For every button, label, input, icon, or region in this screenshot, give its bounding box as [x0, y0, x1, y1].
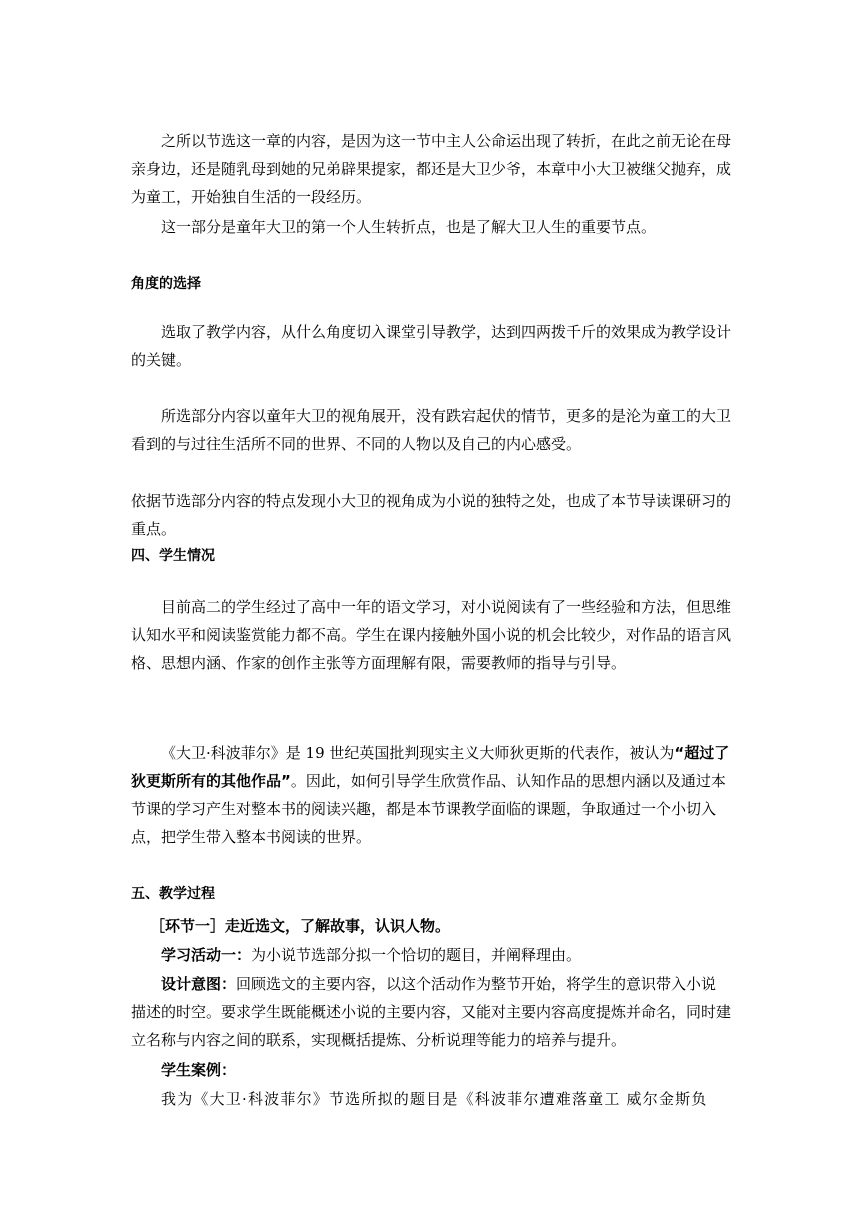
student-case-text: 我为《大卫·科波菲尔》节选所拟的题目是《科波菲尔遭难落童工 威尔金斯负: [161, 1090, 708, 1108]
step-one-title: ［环节一］走近选文，了解故事，认识人物。: [150, 917, 451, 935]
paragraph-focus: 依据节选部分内容的特点发现小大卫的视角成为小说的独特之处，也成了本节导读课研习的重点。: [131, 492, 732, 538]
activity-one: [131, 941, 731, 969]
heading-student-situation: 四、学生情况: [131, 548, 215, 564]
activity-one-text: 为小说节选部分拟一个恰切的题目，并阐释理由。: [251, 946, 582, 964]
activity-one-label: 学习活动一：: [161, 946, 252, 964]
novel-intro-rest: 。因此，如何引导学生欣赏作品、认知作品的思想内涵以及通过本节课的学习产生对整本书的阅读兴趣，都是本节课教学面临的课题，争取通过一个小切入点，把学生带入整本书阅读的世界。: [131, 772, 726, 846]
design-intent: [131, 970, 731, 1054]
novel-quote: “超过了狄更斯所有的其他作品”: [131, 744, 730, 790]
design-intent-text: 回顾选文的主要内容，以这个活动作为整节开始，将学生的意识带入小说描述的时空。要求学生既能概述小说的主要内容，又能对主要内容高度提炼并命名，同时建立名称与内容之间的联系，实现概括提炼、分析说理等能力的培养与提升。: [131, 975, 732, 1049]
heading-teaching-process: 五、教学过程: [131, 886, 215, 902]
paragraph-chapter-reason: 之所以节选这一章的内容，是因为这一节中主人公命运出现了转折，在此之前无论在母亲身边，还是随乳母到她的兄弟辟果提家，都还是大卫少爷，本章中小大卫被继父抛弃，成为童工，开始独自生活的一段经历。: [131, 132, 732, 206]
student-case-label: 学生案例：: [161, 1061, 237, 1079]
heading-angle-choice: 角度的选择: [131, 276, 201, 292]
paragraph-student-situation: 目前高二的学生经过了高中一年的语文学习，对小说阅读有了一些经验和方法，但思维认知水平和阅读鉴赏能力都不高。学生在课内接触外国小说的机会比较少，对作品的语言风格、思想内涵、作家的创作主张等方面理解有限，需要教师的指导与引导。: [131, 598, 732, 672]
paragraph-perspective: 所选部分内容以童年大卫的视角展开，没有跌宕起伏的情节，更多的是沦为童工的大卫看到的与过往生活所不同的世界、不同的人物以及自己的内心感受。: [131, 407, 732, 453]
paragraph-novel-intro: [131, 739, 731, 851]
paragraph-angle-selection: 选取了教学内容，从什么角度切入课堂引导教学，达到四两拨千斤的效果成为教学设计的关键。: [131, 323, 732, 369]
paragraph-turning-point: 这一部分是童年大卫的第一个人生转折点，也是了解大卫人生的重要节点。: [161, 218, 657, 236]
design-intent-label: 设计意图：: [161, 975, 237, 993]
novel-intro-text: 《大卫·科波菲尔》是 19 世纪英国批判现实主义大师狄更斯的代表作，被认为: [161, 744, 675, 762]
